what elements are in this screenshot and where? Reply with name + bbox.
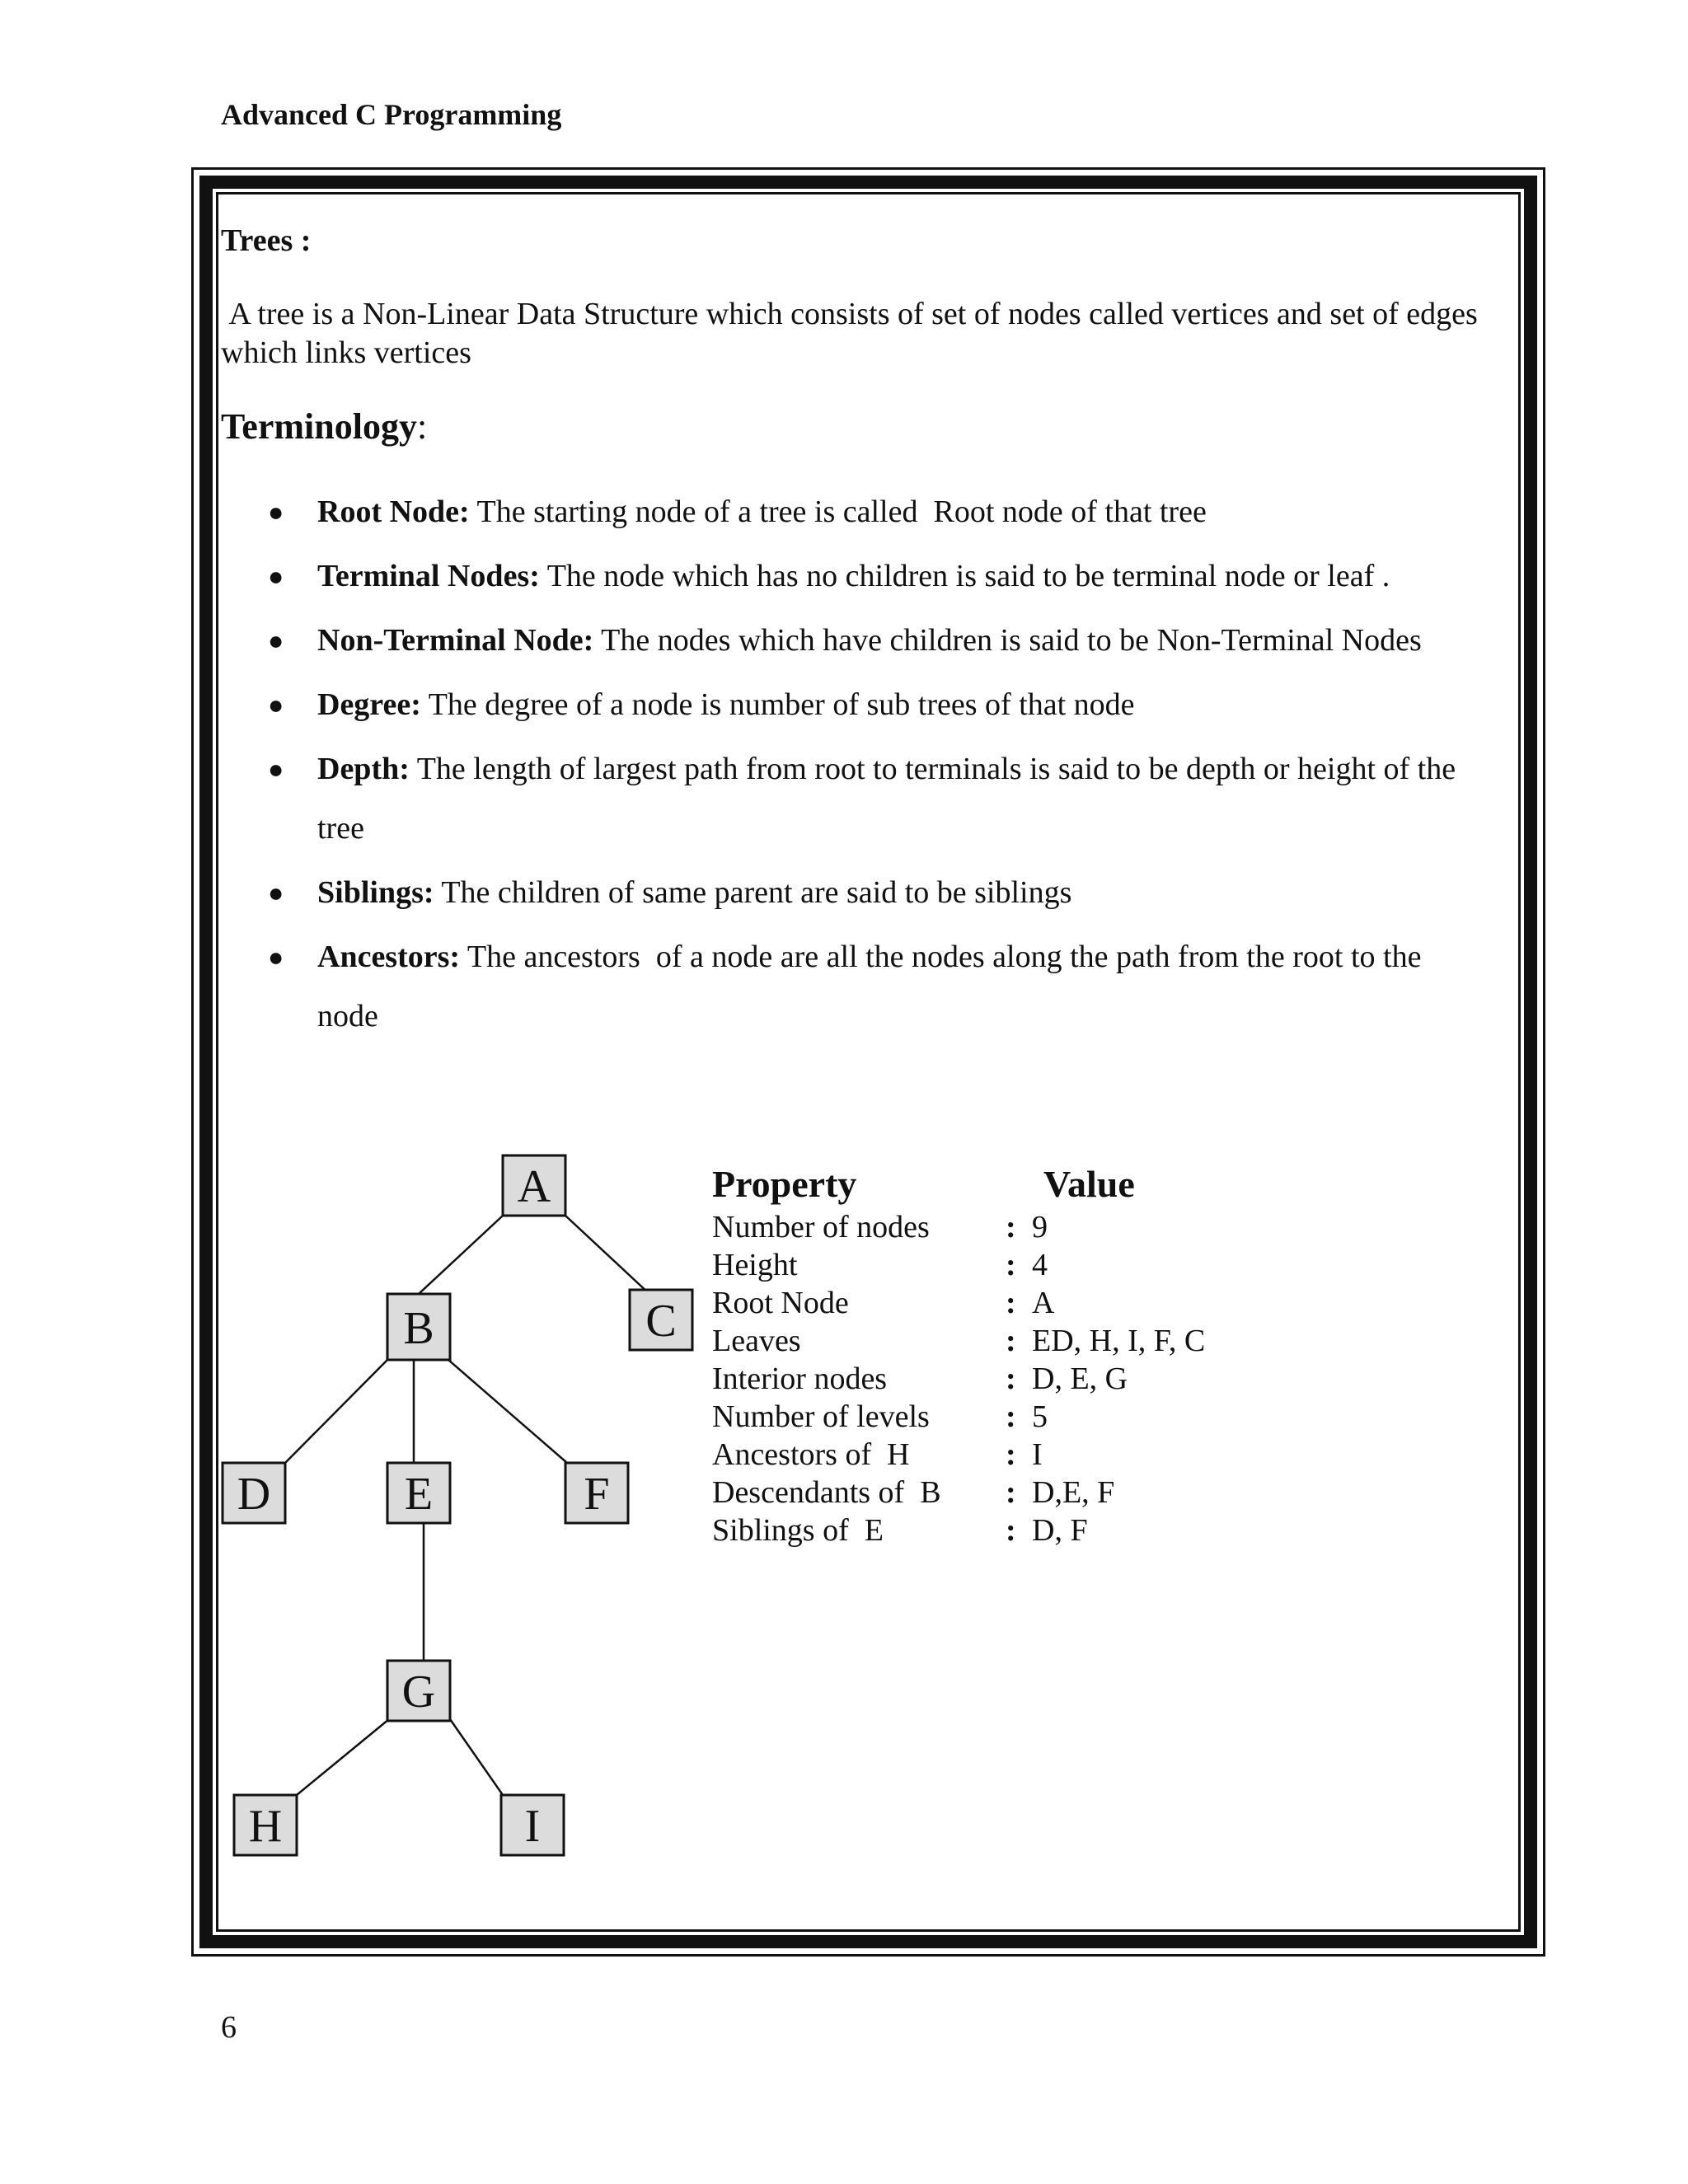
tree-node-label: G: [401, 1666, 436, 1718]
value-column-header: Value: [1043, 1163, 1135, 1205]
tree-node-label: C: [645, 1296, 677, 1347]
tree-node-label: I: [524, 1801, 541, 1852]
bullet-icon: ●: [268, 942, 284, 972]
tree-edge-a-b: [419, 1216, 503, 1294]
property-colon: :: [1006, 1361, 1016, 1396]
tree-node-i: [501, 1795, 564, 1855]
tree-edge-b-d: [285, 1360, 387, 1463]
property-label: Descendants of B: [712, 1475, 941, 1510]
tree-node-label: A: [517, 1161, 551, 1212]
tree-edge-a-c: [565, 1216, 649, 1294]
bullet-icon: ●: [268, 497, 284, 527]
tree-edge-b-f: [448, 1360, 567, 1463]
terminology-label: Terminology: [221, 406, 417, 447]
tree-node-d: [223, 1463, 285, 1523]
tree-node-e: [387, 1463, 450, 1523]
property-label: Ancestors of H: [712, 1437, 910, 1472]
property-column-header: Property: [712, 1163, 857, 1205]
tree-node-h: [234, 1795, 297, 1855]
page-number: 6: [221, 2010, 237, 2045]
property-value: A: [1032, 1286, 1055, 1320]
property-colon: :: [1006, 1513, 1016, 1548]
property-label: Number of levels: [712, 1399, 930, 1434]
intro-paragraph: A tree is a Non-Linear Data Structure which consists of set of nodes called vertices and set of edges which links vertices: [221, 297, 1486, 370]
property-colon: :: [1006, 1286, 1016, 1320]
property-colon: :: [1006, 1248, 1016, 1282]
term-name: Ancestors:: [317, 940, 461, 974]
bullet-icon: ●: [268, 878, 284, 907]
property-value: D, E, G: [1032, 1361, 1128, 1396]
terminology-suffix: :: [416, 406, 428, 447]
tree-node-label: H: [248, 1801, 283, 1852]
bullet-icon: ●: [268, 690, 284, 719]
property-value: 5: [1032, 1399, 1048, 1434]
term-name: Root Node:: [317, 494, 470, 529]
tree-node-label: E: [404, 1469, 434, 1520]
property-label: Leaves: [712, 1324, 801, 1358]
term-definition: The nodes which have children is said to be Non-Terminal Nodes: [593, 623, 1422, 658]
tree-edge-g-h: [297, 1719, 389, 1795]
tree-node-label: F: [584, 1469, 610, 1520]
property-label: Root Node: [712, 1286, 849, 1320]
term-name: Non-Terminal Node:: [317, 623, 594, 658]
tree-node-g: [387, 1661, 450, 1721]
property-colon: :: [1006, 1437, 1016, 1472]
bullet-icon: ●: [268, 561, 284, 591]
property-label: Siblings of E: [712, 1513, 884, 1548]
property-colon: :: [1006, 1324, 1016, 1358]
term-definition: The length of largest path from root to terminals is said to be depth or height of the tree: [317, 752, 1464, 846]
running-header: Advanced C Programming: [221, 98, 562, 131]
section-title: Trees :: [221, 223, 312, 258]
property-value: ED, H, I, F, C: [1032, 1324, 1206, 1358]
property-colon: :: [1006, 1475, 1016, 1510]
tree-node-c: [630, 1290, 692, 1350]
property-value: 9: [1032, 1210, 1048, 1244]
term-name: Depth:: [317, 752, 410, 786]
property-label: Number of nodes: [712, 1210, 930, 1244]
tree-node-label: B: [403, 1303, 434, 1354]
term-definition: The children of same parent are said to be siblings: [434, 875, 1072, 910]
property-label: Height: [712, 1248, 798, 1282]
bullet-icon: ●: [268, 626, 284, 655]
property-value: 4: [1032, 1248, 1048, 1282]
property-value: D, F: [1032, 1513, 1088, 1548]
term-definition: The starting node of a tree is called Root node of that tree: [469, 494, 1207, 529]
tree-node-f: [565, 1463, 628, 1523]
term-name: Siblings:: [317, 875, 434, 910]
bullet-icon: ●: [268, 754, 284, 784]
tree-node-label: D: [237, 1469, 271, 1520]
term-definition: The node which has no children is said to be terminal node or leaf .: [539, 559, 1390, 593]
term-definition: The degree of a node is number of sub trees of that node: [420, 687, 1135, 722]
property-colon: :: [1006, 1210, 1016, 1244]
tree-node-b: [387, 1294, 450, 1360]
term-name: Terminal Nodes:: [317, 559, 540, 593]
tree-edge-g-i: [450, 1719, 503, 1795]
property-value: D,E, F: [1032, 1475, 1115, 1510]
property-value: I: [1032, 1437, 1043, 1472]
property-colon: :: [1006, 1399, 1016, 1434]
term-name: Degree:: [317, 687, 421, 722]
term-definition: The ancestors of a node are all the nodes along the path from the root to the node: [317, 940, 1429, 1033]
tree-node-a: [503, 1155, 565, 1216]
property-label: Interior nodes: [712, 1361, 888, 1396]
